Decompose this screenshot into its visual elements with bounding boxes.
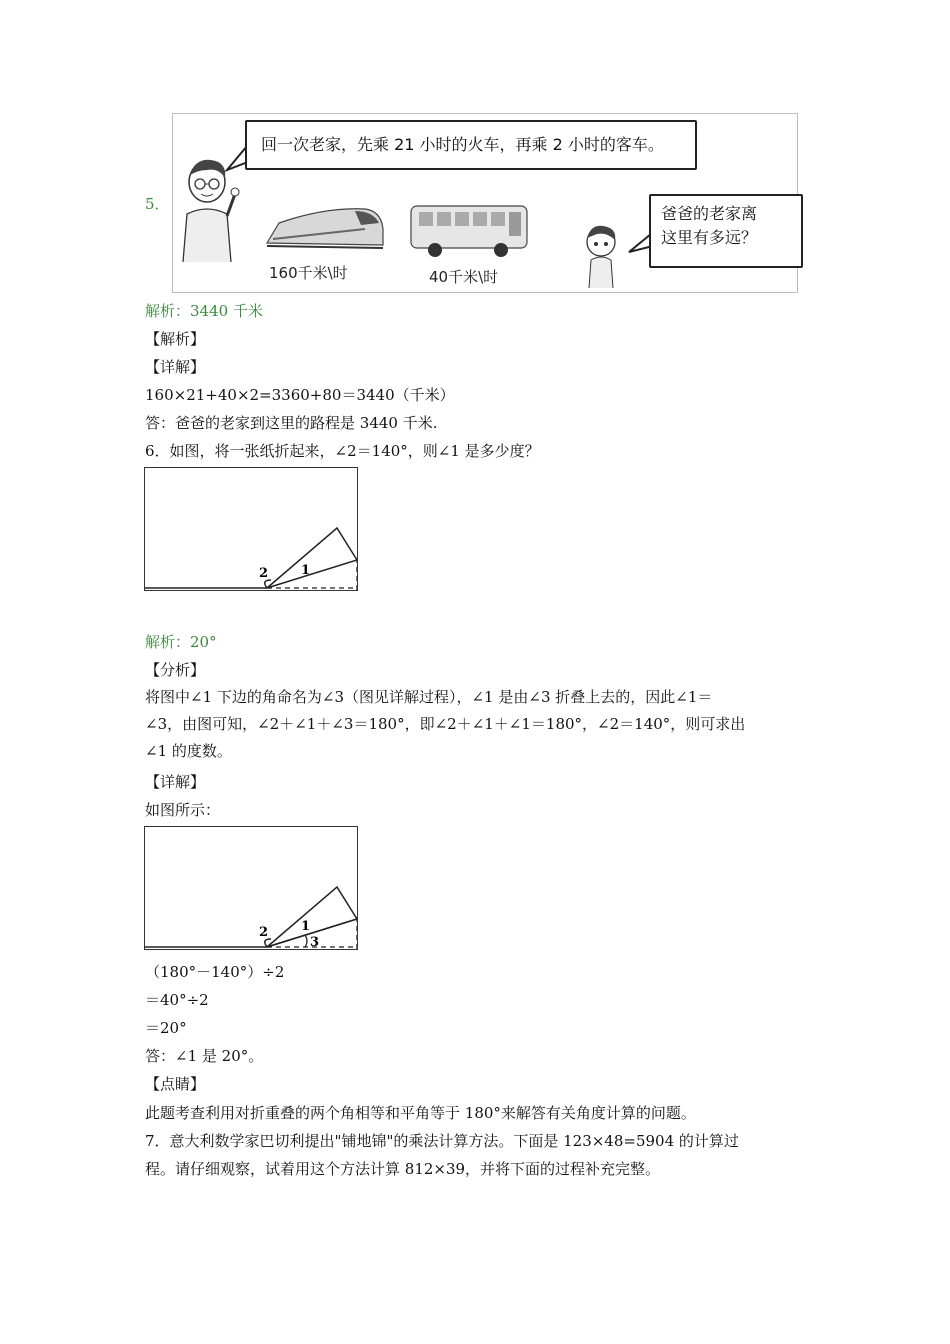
angle-2-label: 2 xyxy=(259,566,269,581)
train-bus-illustration xyxy=(172,113,798,293)
final-answer-q5: 答：爸爸的老家到这里的路程是 3440 千米. xyxy=(145,414,438,432)
step-2: ＝40°÷2 xyxy=(145,991,209,1009)
final-answer-q6: 答：∠1 是 20°。 xyxy=(145,1047,264,1065)
angle-3-label: 3 xyxy=(310,935,320,949)
analysis-line-2: ∠3，由图可知，∠2＋∠1＋∠3＝180°，即∠2＋∠1＋∠1＝180°，∠2＝140°，则可求出 xyxy=(145,715,746,733)
answer-line-q5: 解析：3440 千米 xyxy=(145,302,263,320)
angle-1-label: 1 xyxy=(301,919,311,934)
calculation-q5: 160×21+40×2=3360+80＝3440（千米） xyxy=(145,386,455,404)
answer-line-q6: 解析：20° xyxy=(145,633,217,651)
as-shown-label: 如图所示： xyxy=(145,801,221,819)
analysis-line-1: 将图中∠1 下边的角命名为∠3（图见详解过程），∠1 是由∠3 折叠上去的，因此∠1＝ xyxy=(145,688,713,706)
bus-icon xyxy=(409,202,529,262)
step-1: （180°－140°）÷2 xyxy=(145,963,285,981)
folded-paper-figure-2 xyxy=(144,826,358,950)
tag-analysis-q6: 【分析】 xyxy=(145,661,206,679)
folded-paper-figure-1 xyxy=(144,467,358,591)
angle-2-label: 2 xyxy=(259,925,269,940)
step-3: ＝20° xyxy=(145,1019,187,1037)
kid-bubble-line-2: 这里有多远？ xyxy=(661,228,758,247)
analysis-line-3: ∠1 的度数。 xyxy=(145,742,232,760)
question-6: 6．如图，将一张纸折起来，∠2＝140°，则∠1 是多少度？ xyxy=(145,442,540,460)
tag-comment-q6: 【点睛】 xyxy=(145,1075,206,1093)
tag-analysis-q5: 【解析】 xyxy=(145,330,206,348)
question-7-line-2: 程。请仔细观察，试着用这个方法计算 812×39，并将下面的过程补充完整。 xyxy=(145,1160,661,1178)
tag-detail-q5: 【详解】 xyxy=(145,358,206,376)
kid-speech-bubble xyxy=(649,194,803,268)
question-number-5: 5． xyxy=(145,195,170,213)
kid-figure-icon xyxy=(577,222,627,290)
train-speed-label: 160千米\时 xyxy=(269,264,348,282)
angle-1-label: 1 xyxy=(301,563,311,578)
fold-diagram xyxy=(145,468,357,590)
comment-q6: 此题考查利用对折重叠的两个角相等和平角等于 180°来解答有关角度计算的问题。 xyxy=(145,1104,696,1122)
question-7-line-1: 7．意大利数学家巴切利提出"铺地锦"的乘法计算方法。下面是 123×48=5904 的计算过 xyxy=(145,1132,739,1150)
kid-bubble-line-1: 爸爸的老家离 xyxy=(661,204,758,223)
fold-diagram-labeled xyxy=(145,827,357,949)
train-icon xyxy=(265,199,385,254)
tag-detail-q6: 【详解】 xyxy=(145,773,206,791)
dad-speech-bubble: 回一次老家，先乘 21 小时的火车，再乘 2 小时的客车。 xyxy=(245,120,697,170)
bus-speed-label: 40千米\时 xyxy=(429,268,499,286)
